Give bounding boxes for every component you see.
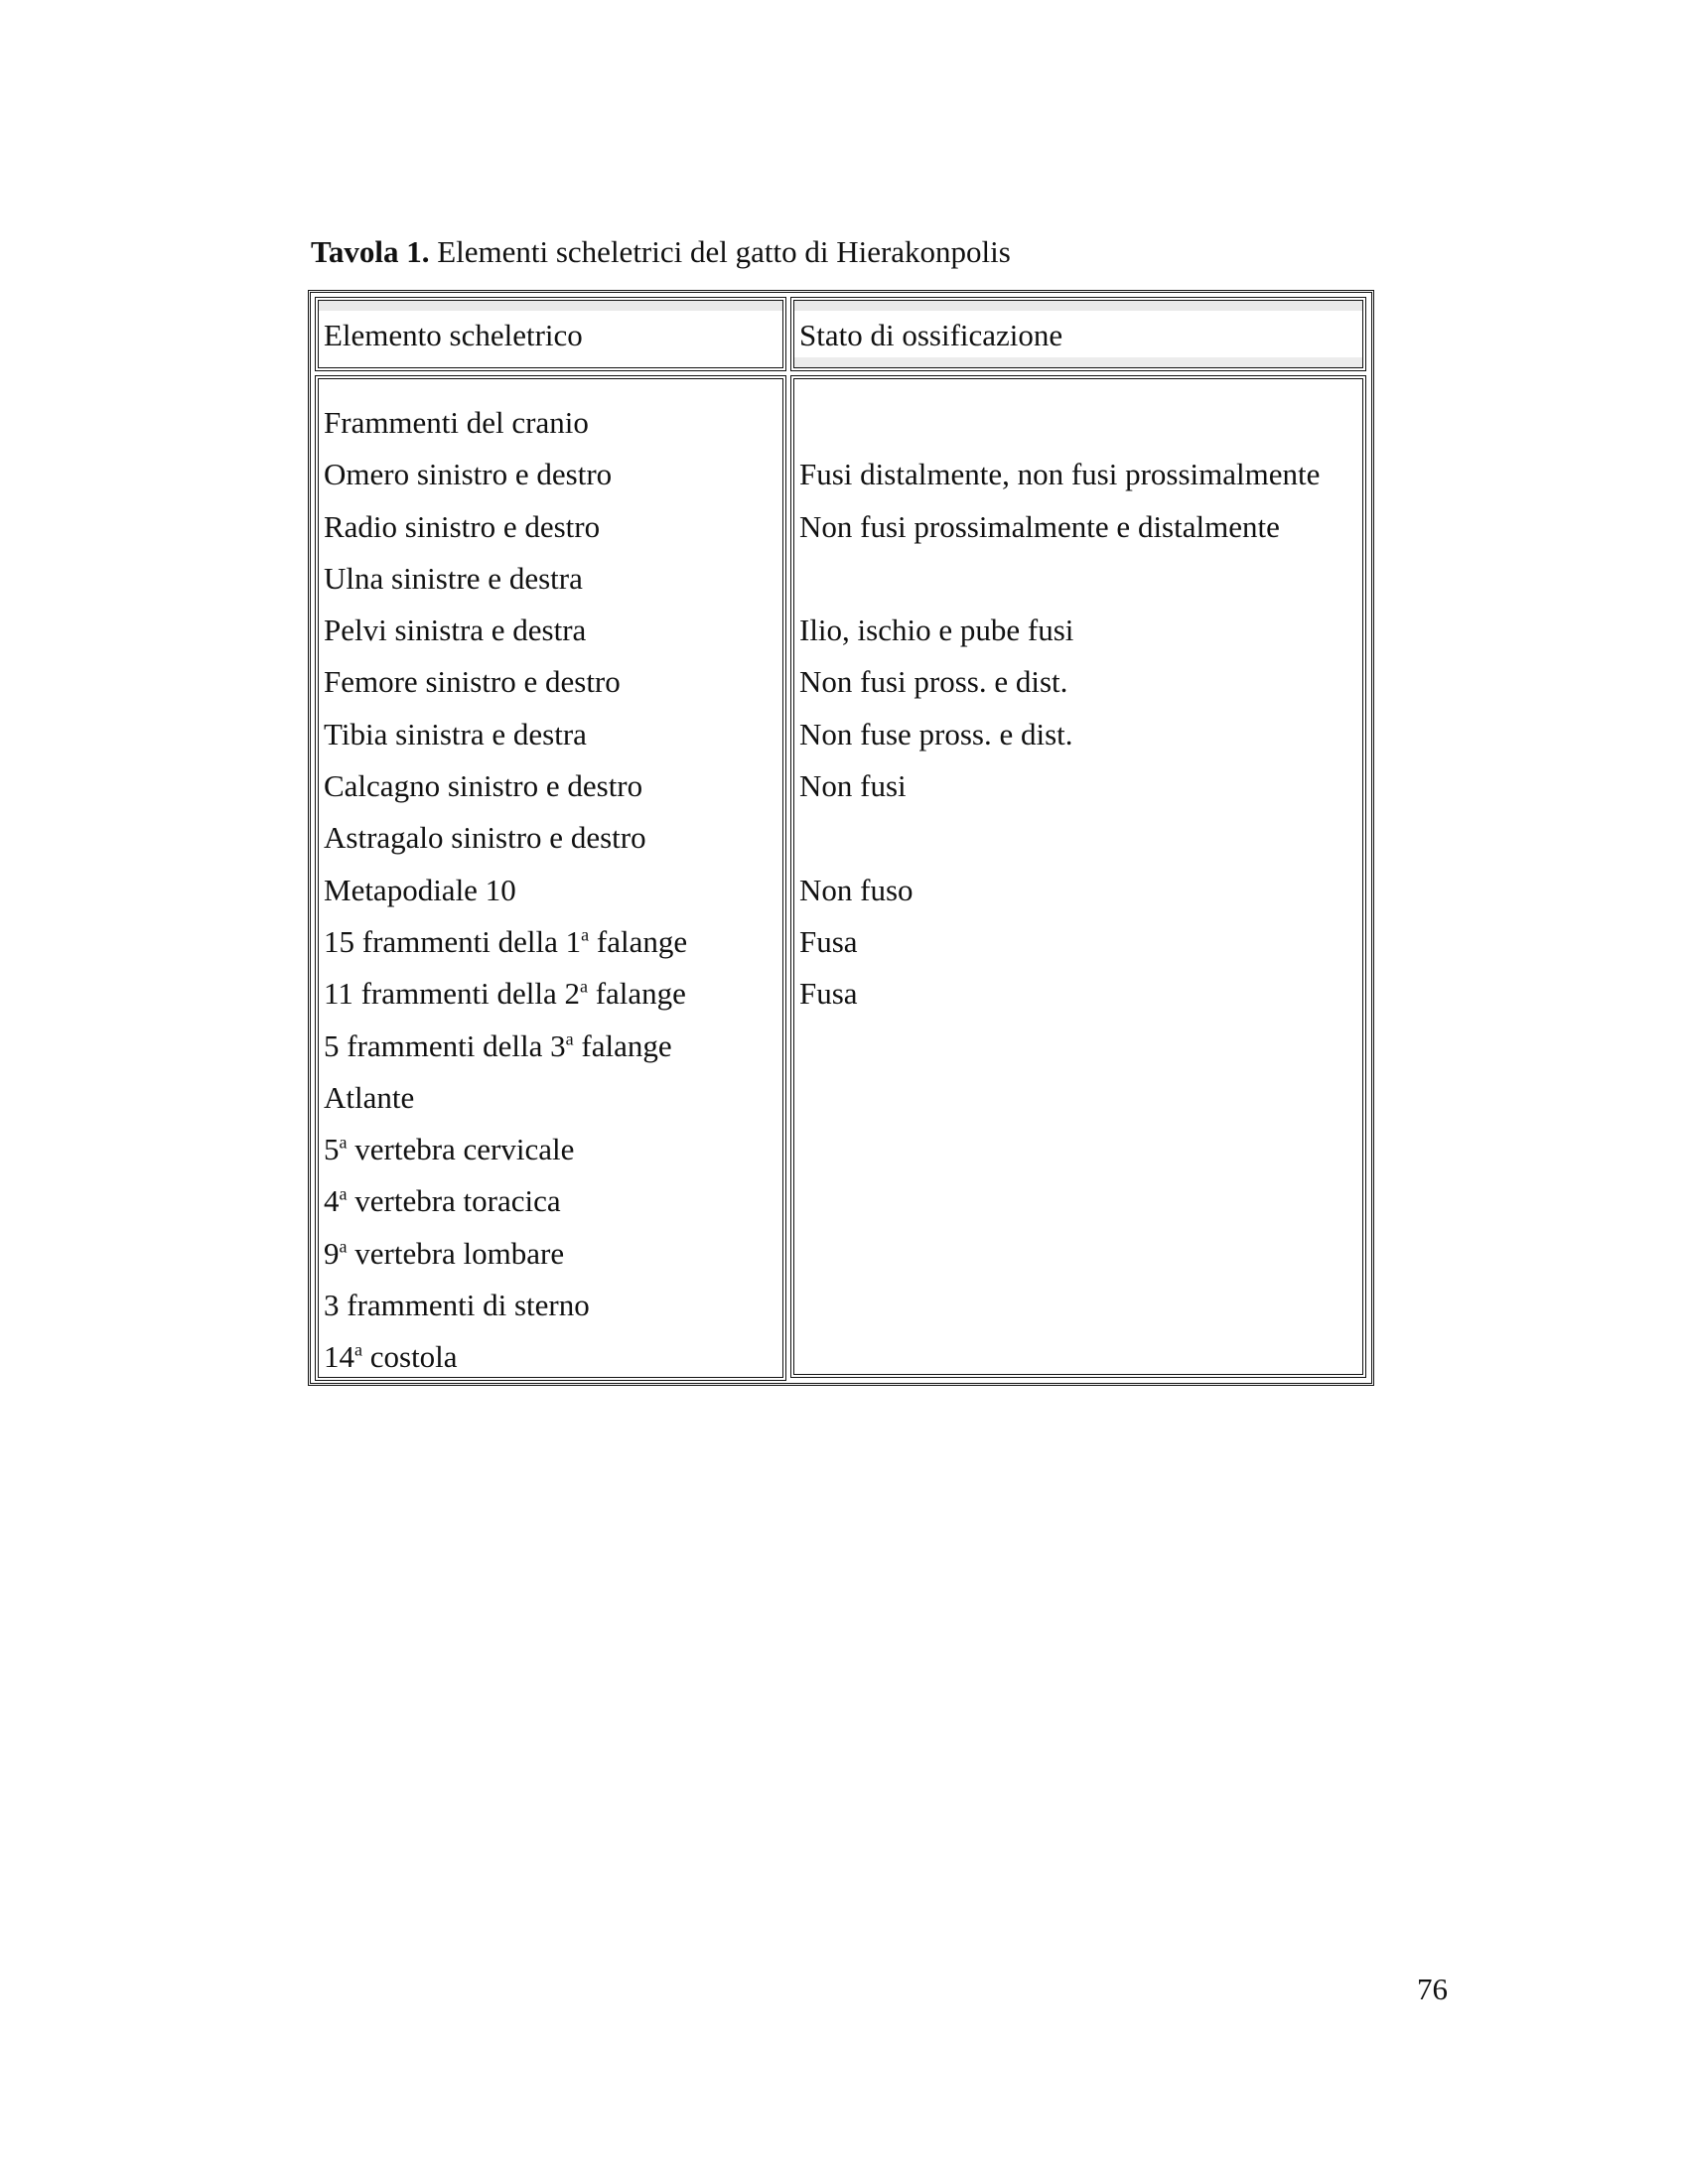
status-cell: Ilio, ischio e pube fusi <box>799 613 1074 648</box>
header-status-label: Stato di ossificazione <box>799 318 1063 352</box>
element-cell: Astragalo sinistro e destro <box>324 820 646 856</box>
element-cell: Ulna sinistre e destra <box>324 560 583 596</box>
page-number: 76 <box>1417 1972 1448 2006</box>
status-cell: Fusa <box>799 923 858 959</box>
element-cell: Femore sinistro e destro <box>324 664 621 700</box>
element-cell: 11 frammenti della 2$^a$ falange <box>324 976 686 1012</box>
element-cell: Atlante <box>324 1079 415 1115</box>
status-column <box>790 375 1366 1378</box>
element-cell: Calcagno sinistro e destro <box>324 768 643 804</box>
status-cell: Non fusi prossimalmente e distalmente <box>799 508 1280 544</box>
status-cell: Non fusi pross. e dist. <box>799 664 1068 700</box>
element-cell: Metapodiale 10 <box>324 872 516 907</box>
element-cell: Frammenti del cranio <box>324 405 589 440</box>
status-cell <box>799 1228 1320 1280</box>
element-cell: Pelvi sinistra e destra <box>324 613 587 648</box>
status-cell <box>799 397 1320 449</box>
header-shade-bottom <box>794 357 1362 367</box>
element-cell: 9$^a$ vertebra lombare <box>324 1235 565 1271</box>
header-shade-top <box>794 301 1362 311</box>
status-cell <box>799 1072 1320 1124</box>
status-cell <box>799 812 1320 864</box>
status-cell <box>799 1175 1320 1227</box>
caption-text: Elementi scheletrici del gatto di Hierakonpolis <box>429 234 1011 269</box>
element-cell: 15 frammenti della 1$^a$ falange <box>324 923 688 959</box>
header-cell-element <box>315 297 786 371</box>
status-cell: Non fuse pross. e dist. <box>799 716 1073 751</box>
skeletal-elements-table <box>308 290 1374 1386</box>
status-list <box>799 397 1320 1384</box>
element-cell: Tibia sinistra e destra <box>324 716 587 751</box>
element-cell: 5$^a$ vertebra cervicale <box>324 1132 575 1167</box>
caption-label: Tavola 1. <box>311 234 430 269</box>
element-list <box>324 397 687 1384</box>
header-cell-status <box>790 297 1366 371</box>
status-cell <box>799 553 1320 605</box>
element-cell: Radio sinistro e destro <box>324 508 601 544</box>
element-cell: 5 frammenti della 3$^a$ falange <box>324 1027 672 1063</box>
element-cell: 14$^a$ costola <box>324 1339 458 1375</box>
element-cell: 3 frammenti di sterno <box>324 1288 590 1323</box>
status-cell <box>799 1331 1320 1383</box>
element-column <box>315 375 786 1381</box>
status-cell <box>799 1021 1320 1072</box>
status-cell <box>799 1280 1320 1331</box>
table-caption <box>311 230 1011 274</box>
element-cell: Omero sinistro e destro <box>324 457 613 492</box>
element-cell: 4$^a$ vertebra toracica <box>324 1183 561 1219</box>
header-shade-top <box>319 301 782 311</box>
status-cell: Non fusi <box>799 768 907 804</box>
header-element-label: Elemento scheletrico <box>324 318 583 352</box>
status-cell: Fusi distalmente, non fusi prossimalmente <box>799 457 1321 492</box>
status-cell: Fusa <box>799 976 858 1012</box>
status-cell: Non fuso <box>799 872 914 907</box>
status-cell <box>799 1124 1320 1175</box>
